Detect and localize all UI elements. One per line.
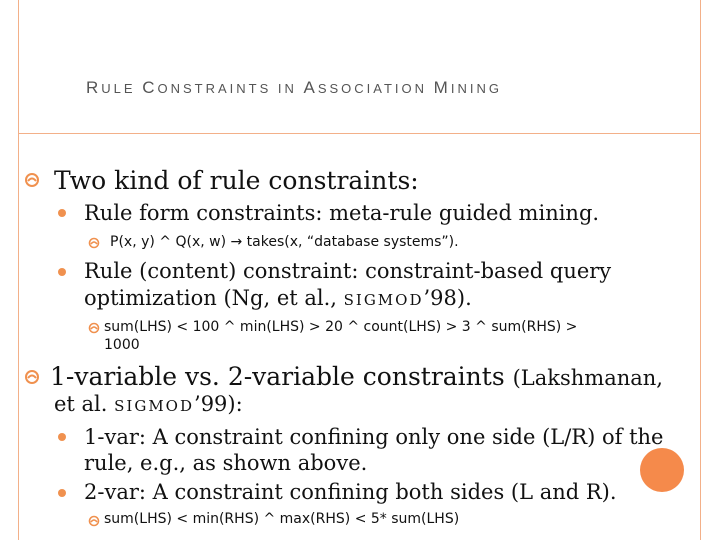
title-part: C — [142, 78, 158, 97]
citation-text: optimization (Ng, et al., — [84, 286, 344, 310]
frame-left-line — [18, 0, 19, 540]
bullet-two-kinds: Two kind of rule constraints: — [54, 166, 419, 195]
title-divider — [18, 133, 701, 134]
title-part: A — [303, 78, 318, 97]
filled-circle-bullet-icon — [58, 489, 66, 497]
filled-circle-bullet-icon — [58, 268, 66, 276]
bullet-variable-constraints — [50, 362, 663, 391]
title-part: ONSTRAINTS IN — [157, 81, 304, 96]
circle-ring-bullet-icon — [24, 172, 40, 188]
circle-ring-bullet-icon — [24, 369, 40, 385]
sigmod-text: SIGMOD — [343, 291, 424, 309]
circle-ring-bullet-icon — [88, 515, 100, 527]
frame-right-line — [700, 0, 701, 540]
filled-circle-bullet-icon — [58, 209, 66, 217]
circle-ring-bullet-icon — [88, 322, 100, 334]
title-part: R — [86, 78, 102, 97]
bullet-2-var: 2-var: A constraint confining both sides (L and R). — [84, 480, 617, 504]
meta-rule-example: P(x, y) ^ Q(x, w) → takes(x, “database systems”). — [110, 234, 459, 250]
bullet-rule-form: Rule form constraints: meta-rule guided mining. — [84, 201, 600, 225]
title-part: ULE — [101, 81, 143, 96]
citation-year: ’99): — [194, 392, 243, 416]
content-constraint-example: sum(LHS) < 100 ^ min(LHS) > 20 ^ count(LHS) > 3 ^ sum(RHS) > — [104, 319, 578, 335]
bullet-rule-content-cont — [84, 286, 472, 310]
title-part: SSOCIATION — [317, 81, 434, 96]
sigmod-text: SIGMOD — [114, 397, 195, 415]
bullet-rule-content: Rule (content) constraint: constraint-based query — [84, 259, 612, 283]
title-part: INING — [450, 81, 502, 96]
citation-text: et al. — [54, 392, 115, 416]
slide-title — [86, 78, 502, 98]
content-constraint-example-cont: 1000 — [104, 337, 140, 353]
accent-circle-icon — [640, 448, 684, 492]
filled-circle-bullet-icon — [58, 433, 66, 441]
title-part: M — [433, 78, 451, 97]
two-var-example: sum(LHS) < min(RHS) ^ max(RHS) < 5* sum(LHS) — [104, 511, 460, 527]
circle-ring-bullet-icon — [88, 237, 100, 249]
citation-year: ’98). — [423, 286, 472, 310]
bullet-variable-constraints-cont — [54, 392, 243, 416]
variable-constraints-text: 1-variable vs. 2-variable constraints — [50, 362, 513, 391]
bullet-1-var: 1-var: A constraint confining only one side (L/R) of the — [84, 425, 664, 449]
citation-text: (Lakshmanan, — [512, 366, 663, 390]
bullet-1-var-cont: rule, e.g., as shown above. — [84, 451, 368, 475]
